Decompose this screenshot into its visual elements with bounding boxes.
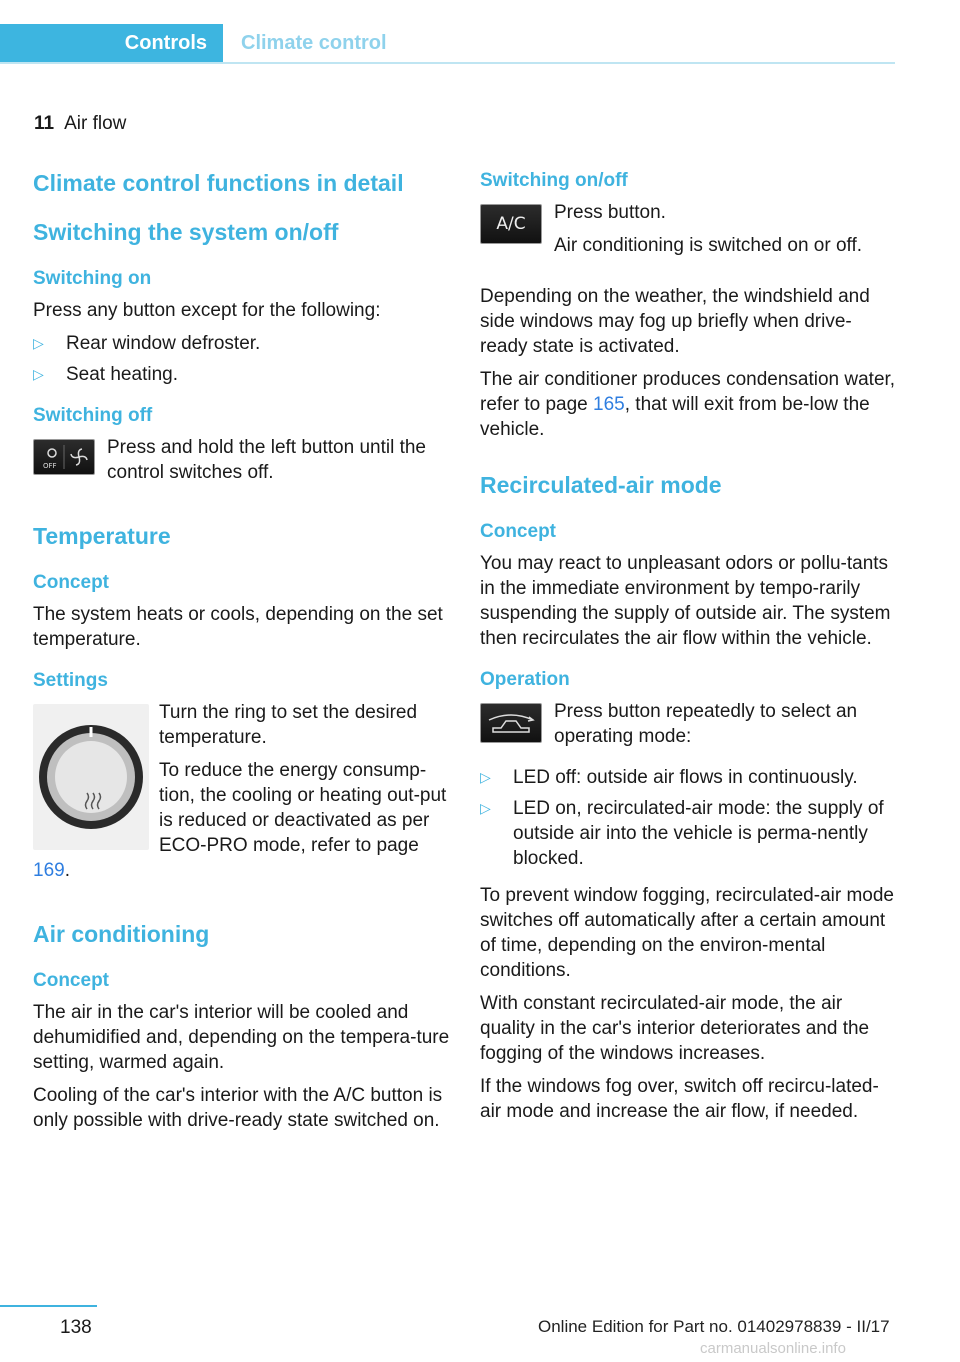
heading-system-on-off: Switching the system on/off	[33, 219, 339, 245]
temperature-text: The system heats or cools, depending on the set temperature.	[33, 604, 443, 650]
callout-number: 11	[34, 113, 55, 134]
heading-switching-on: Switching on	[33, 268, 152, 289]
condensation-text	[480, 367, 898, 442]
recirculation-button-icon	[480, 703, 542, 743]
page-number: 138	[60, 1317, 92, 1338]
tab-controls[interactable]: Controls	[0, 24, 223, 62]
page-link-169[interactable]: 169	[33, 860, 65, 881]
ac-text-1: The air in the car's interior will be cooled and dehumidified and, depending on the tempera-ture setting, warmed again.	[33, 1002, 450, 1073]
condensation-text-a: The air conditioner produces condensation water, refer to page	[480, 369, 896, 415]
heading-settings: Settings	[33, 670, 108, 691]
temperature-ring-icon	[33, 704, 149, 850]
switching-off-text: Press and hold the left button until the control switches off.	[107, 437, 426, 483]
off-fan-button-icon	[33, 439, 95, 475]
heading-temperature: Temperature	[33, 523, 171, 549]
tab-climate-control[interactable]: Climate control	[241, 31, 387, 54]
edition-text: Online Edition for Part no. 01402978839 - II/17	[538, 1317, 890, 1336]
heading-concept: Concept	[33, 572, 109, 593]
heading-recirculated-air-mode: Recirculated-air mode	[480, 472, 722, 498]
list-item: ▷ LED off: outside air flows in continuously.	[480, 765, 898, 790]
ac-row	[480, 200, 898, 266]
right-column	[480, 170, 898, 1132]
settings-text-2b: .	[64, 860, 70, 881]
callout-label: Air flow	[64, 113, 127, 134]
operation-modes-list	[480, 765, 898, 871]
heading-switching-off: Switching off	[33, 405, 153, 426]
watermark: carmanualsonline.info	[700, 1340, 846, 1357]
left-column	[33, 170, 451, 1141]
heading-main: Climate control functions in detail	[33, 170, 404, 196]
list-item: ▷ LED on, recirculated-air mode: the supply of outside air into the vehicle is perma-nently blocked.	[480, 796, 898, 871]
ac-state-text: Air conditioning is switched on or off.	[554, 235, 863, 256]
list-item: ▷ Seat heating.	[33, 362, 451, 387]
operation-text: Press button repeatedly to select an operating mode:	[554, 701, 858, 747]
switching-on-text: Press any button except for the following:	[33, 300, 381, 321]
fog-text: Depending on the weather, the windshield and side windows may fog up briefly when drive-ready state is activated.	[480, 286, 870, 357]
heading-air-conditioning: Air conditioning	[33, 921, 210, 947]
recirc-text-2: With constant recirculated-air mode, the air quality in the car's interior deteriorates and the fogging of the windows increases.	[480, 993, 870, 1064]
recirc-concept-text: You may react to unpleasant odors or pollu-tants in the immediate environment by tempo-rarily suspending the supply of outside air. The system then recirculates the air flow within the vehicle.	[480, 553, 891, 649]
recirc-row	[480, 699, 898, 757]
heading-concept: Concept	[480, 521, 556, 542]
footer-line	[0, 1305, 97, 1307]
condensation-text-b: , that will exit from be-low the vehicle.	[480, 394, 870, 440]
heading-switching-on-off: Switching on/off	[480, 170, 628, 191]
callout-air-flow	[34, 113, 126, 135]
heading-concept: Concept	[33, 970, 109, 991]
ac-button-icon	[480, 204, 542, 244]
ac-text-2: Cooling of the car's interior with the A/C button is only possible with drive-ready state switched on.	[33, 1085, 443, 1131]
ac-button-label: A/C	[496, 214, 526, 234]
svg-text:OFF: OFF	[43, 462, 57, 470]
heading-operation: Operation	[480, 669, 570, 690]
page-link-165[interactable]: 165	[593, 394, 625, 415]
settings-text-1: Turn the ring to set the desired temperature.	[159, 702, 418, 748]
press-button-text: Press button.	[554, 202, 666, 223]
settings-text-2a: To reduce the energy consump-tion, the cooling or heating out-put is reduced or deactivated as per ECO-PRO mode, refer to page	[159, 760, 447, 856]
recirc-text-1: To prevent window fogging, recirculated-air mode switches off automatically after a certain amount of time, depending on the environ-mental conditions.	[480, 885, 894, 981]
off-row	[33, 435, 451, 493]
recirc-text-3: If the windows fog over, switch off recircu-lated-air mode and increase the air flow, if needed.	[480, 1076, 879, 1122]
exceptions-list	[33, 331, 451, 387]
list-item: ▷ Rear window defroster.	[33, 331, 451, 356]
